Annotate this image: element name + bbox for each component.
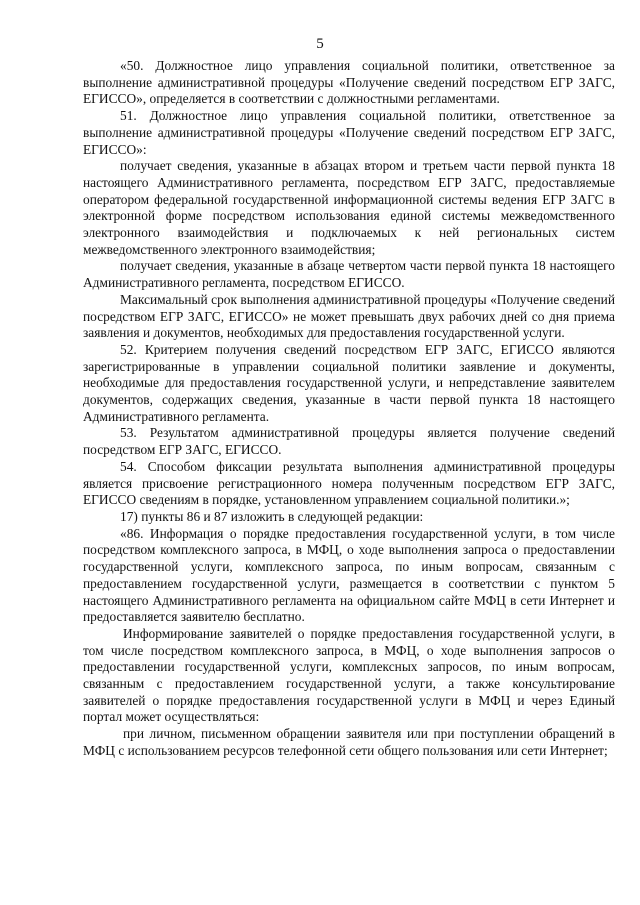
paragraph-53: 53. Результатом административной процедуры является получение сведений посредством ЕГР ЗАГС, ЕГИССО. (83, 425, 615, 458)
paragraph-max-term: Максимальный срок выполнения административной процедуры «Получение сведений посредством ЕГР ЗАГС, ЕГИССО» не может превышать двух рабочих дней со дня приема заявления и документов, необходимых для предоставления государственной услуги. (83, 291, 615, 341)
paragraph-item-17: 17) пункты 86 и 87 изложить в следующей редакции: (120, 508, 424, 524)
page-number: 5 (316, 36, 324, 52)
paragraph-51-egr-zags: получает сведения, указанные в абзацах втором и третьем части первой пункта 18 настоящего Административного регламента, посредством ЕГР ЗАГС, предоставляемые оператором федеральной государственной информационной системы ведения ЕГР ЗАГС в электронной форме посредством использования единой системы межведомственного электронного взаимодействия и подключаемых к ней региональных систем межведомственного электронного взаимодействия; (83, 158, 615, 257)
paragraph-52: 52. Критерием получения сведений посредством ЕГР ЗАГС, ЕГИССО являются зарегистрированные в управлении социальной политики заявление и документы, необходимые для предоставления государственной услуги, и непредставление заявителем документов, содержащих сведения, указанные в части первой пункта 18 настоящего Административного регламента. (83, 341, 615, 424)
document-body (83, 58, 615, 760)
paragraph-50: «50. Должностное лицо управления социальной политики, ответственное за выполнение административной процедуры «Получение сведений посредством ЕГР ЗАГС, ЕГИССО», определяется в соответствии с должностными регламентами. (83, 58, 615, 107)
paragraph-personal-appeal: при личном, письменном обращении заявителя или при поступлении обращений в МФЦ с использованием ресурсов телефонной сети общего пользования или сети Интернет; (83, 726, 615, 758)
paragraph-51: 51. Должностное лицо управления социальной политики, ответственное за выполнение административной процедуры «Получение сведений посредством ЕГР ЗАГС, ЕГИССО»: (83, 108, 615, 157)
paragraph-51-egisso: получает сведения, указанные в абзаце четвертом части первой пункта 18 настоящего Административного регламента, посредством ЕГИССО. (83, 258, 615, 291)
paragraph-86: «86. Информация о порядке предоставления государственной услуги, в том числе посредством комплексного запроса, в МФЦ, о ходе выполнения запроса о предоставлении государственной услуги, комплексного запроса, по иным вопросам, связанным с предоставлением государственной услуги, размещается в соответствии с пунктом 5 настоящего Административного регламента на официальном сайте МФЦ в сети Интернет и предоставляется заявителю бесплатно. (83, 525, 615, 625)
paragraph-informing: Информирование заявителей о порядке предоставления государственной услуги, в том числе посредством комплексного запроса, в МФЦ, о ходе выполнения запросов о предоставлении государственной услуги, комплексных запросов, по иным вопросам, связанным с предоставлением государственной услуги, а также консультирование заявителей о порядке предоставления государственной услуги в МФЦ и через Единый портал может осуществляться: (83, 625, 615, 725)
paragraph-54: 54. Способом фиксации результата выполнения административной процедуры является присвоение регистрационного номера полученным посредством ЕГР ЗАГС, ЕГИССО сведениям в порядке, установленном управлением социальной политики.»; (83, 458, 615, 508)
